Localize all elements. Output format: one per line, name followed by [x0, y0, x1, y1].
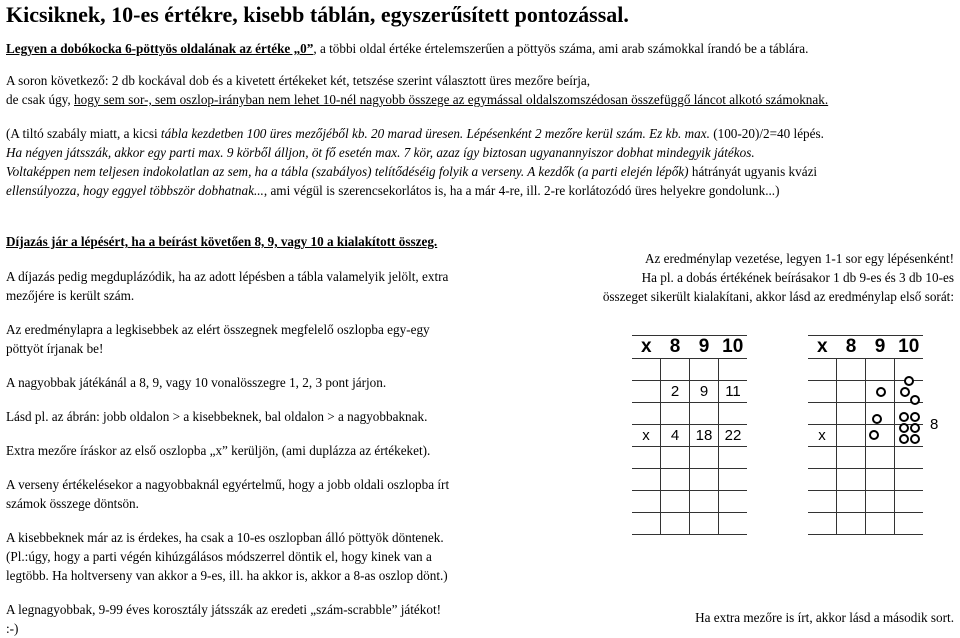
- intro-bold-rule: Legyen a dobókocka 6-pöttyös oldalának az értéke „0”: [6, 41, 314, 56]
- right-r2: Ha pl. a dobás értékének beírásakor 1 db 9-es és 3 db 10-es: [641, 270, 954, 285]
- table-row: [632, 447, 747, 469]
- table-cell: [895, 491, 924, 513]
- right-bottom: Ha extra mezőre is írt, akkor lásd a második sort.: [695, 610, 954, 625]
- table-cell: [661, 403, 690, 425]
- table-cell: [895, 381, 924, 403]
- table-cell: [837, 359, 866, 381]
- table-cell: 11: [719, 381, 748, 403]
- rules-line-2: Ha négyen játsszák, akkor egy parti max. 9 körből álljon, öt fő esetén max. 7 kör, azaz így biztosan ugyanannyiszor dobhat mindegyik játékos.: [6, 145, 755, 160]
- dot-icon: [910, 434, 920, 444]
- table-cell: [895, 447, 924, 469]
- dot-icon: [876, 387, 886, 397]
- left-g2: (Pl.:úgy, hogy a parti végén kihúzgálásos módszerrel döntik el, hogy kinek van a: [6, 549, 432, 564]
- dot-group: [896, 382, 922, 402]
- table-cell: 2: [661, 381, 690, 403]
- table-cell: 22: [719, 425, 748, 447]
- table-cell: [866, 469, 895, 491]
- table-cell: [632, 381, 661, 403]
- rules-line-1-a: (A tiltó szabály miatt, a kicsi: [6, 126, 161, 141]
- table-cell: [632, 447, 661, 469]
- table-cell: [837, 513, 866, 535]
- intro-line-2: A soron következő: 2 db kockával dob és a kivetett értékeket két, tetszése szerint választott üres mezőre beírja,: [6, 73, 591, 88]
- table-cell: x: [632, 336, 661, 359]
- dot-icon: [910, 412, 920, 422]
- table-cell: 9: [866, 336, 895, 359]
- left-c: A nagyobbak játékánál a 8, 9, vagy 10 vonalösszegre 1, 2, 3 pont járjon.: [6, 375, 387, 390]
- table-row: [808, 469, 923, 491]
- left-e: Extra mezőre íráskor az első oszlopba „x” kerüljön, (ami duplázza az értékeket).: [6, 443, 431, 458]
- dot-icon: [910, 395, 920, 405]
- table-row: [808, 425, 923, 447]
- rules-line-4-a: ellensúlyozza, hogy eggyel többször dobhatnak...: [6, 183, 264, 198]
- dot-icon: [869, 430, 879, 440]
- table-cell: [661, 513, 690, 535]
- table-cell: 10: [895, 336, 924, 359]
- intro-line-3-underlined: hogy sem sor-, sem oszlop-irányban nem lehet 10-nél nagyobb összege az egymással oldalszomszédosan összefüggő láncot alkotó számoknak.: [74, 92, 829, 107]
- table-row: [808, 491, 923, 513]
- table-cell: [690, 491, 719, 513]
- table-cell: [866, 359, 895, 381]
- table-row: [808, 447, 923, 469]
- table-cell: [719, 447, 748, 469]
- extra-row-value: 8: [930, 416, 939, 433]
- table-cell: [837, 469, 866, 491]
- table-row: [632, 469, 747, 491]
- table-row: [808, 381, 923, 403]
- table-cell: [690, 447, 719, 469]
- intro-line-3-pre: de csak úgy,: [6, 92, 74, 107]
- table-cell: 10: [719, 336, 748, 359]
- table-row: [632, 403, 747, 425]
- table-cell: [837, 381, 866, 403]
- table-cell: [866, 425, 895, 447]
- dot-group: [867, 382, 893, 402]
- table-cell: [866, 513, 895, 535]
- table-row: [632, 425, 747, 447]
- table-row: [808, 336, 923, 359]
- table-cell: [661, 491, 690, 513]
- table-cell: [895, 425, 924, 447]
- table-cell: [895, 469, 924, 491]
- table-cell: [808, 469, 837, 491]
- table-cell: 8: [661, 336, 690, 359]
- table-row: [632, 381, 747, 403]
- table-cell: [690, 359, 719, 381]
- table-cell: x: [808, 336, 837, 359]
- rules-line-1: [6, 125, 824, 143]
- table-cell: x: [632, 425, 661, 447]
- right-r3: összeget sikerült kialakítani, akkor lásd az eredménylap első sorát:: [602, 289, 954, 304]
- table-cell: [690, 469, 719, 491]
- table-cell: 8: [837, 336, 866, 359]
- table-cell: [719, 513, 748, 535]
- score-table-older: [632, 335, 747, 535]
- table-cell: [837, 447, 866, 469]
- table-row: [632, 491, 747, 513]
- prize-heading: Díjazás jár a lépésért, ha a beírást követően 8, 9, vagy 10 a kialakított összeg.: [6, 234, 438, 249]
- rules-line-4: [6, 182, 779, 200]
- table-cell: [808, 491, 837, 513]
- rules-line-4-b: , ami végül is szerencsekorlátos is, ha a már 4-re, ill. 2-re korlátozódó üres helyekre gondolunk...): [263, 183, 780, 198]
- table-cell: 4: [661, 425, 690, 447]
- table-cell: 9: [690, 336, 719, 359]
- table-cell: 9: [690, 381, 719, 403]
- table-row: [632, 359, 747, 381]
- table-cell: [719, 403, 748, 425]
- table-cell: [661, 469, 690, 491]
- table-cell: [837, 491, 866, 513]
- dot-icon: [900, 387, 910, 397]
- dot-group: [867, 426, 893, 446]
- dot-icon: [899, 412, 909, 422]
- table-row: [808, 513, 923, 535]
- table-cell: [895, 513, 924, 535]
- table-cell: [632, 469, 661, 491]
- table-cell: [719, 491, 748, 513]
- left-h2: :-): [6, 621, 19, 636]
- dot-icon: [872, 414, 882, 424]
- table-cell: [632, 403, 661, 425]
- table-cell: [690, 513, 719, 535]
- left-f1: A verseny értékelésekor a nagyobbaknál egyértelmű, hogy a jobb oldali oszlopba írt: [6, 477, 450, 492]
- table-cell: [808, 513, 837, 535]
- page-title: Kicsiknek, 10-es értékre, kisebb táblán, egyszerűsített pontozással.: [6, 2, 629, 27]
- rules-line-3-a: Voltaképpen nem teljesen indokolatlan az sem, ha a tábla (szabályos) telítődéséig folyik a verseny. A kezdők (a parti elején lépők): [6, 164, 689, 179]
- left-h1: A legnagyobbak, 9-99 éves korosztály játsszák az eredeti „szám-scrabble” játékot!: [6, 602, 442, 617]
- table-cell: [808, 359, 837, 381]
- table-cell: [837, 403, 866, 425]
- table-cell: [808, 403, 837, 425]
- table-cell: x: [808, 425, 837, 447]
- table-cell: [808, 381, 837, 403]
- table-cell: [632, 491, 661, 513]
- table-cell: [866, 381, 895, 403]
- left-f2: számok összege döntsön.: [6, 496, 139, 511]
- table-cell: 18: [690, 425, 719, 447]
- left-b1: Az eredménylapra a legkisebbek az elért összegnek megfelelő oszlopba egy-egy: [6, 322, 430, 337]
- table-cell: [808, 447, 837, 469]
- intro-line-3: [6, 91, 828, 109]
- left-a1: A díjazás pedig megduplázódik, ha az adott lépésben a tábla valamelyik jelölt, extra: [6, 269, 449, 284]
- dot-icon: [910, 423, 920, 433]
- dot-icon: [904, 376, 914, 386]
- rules-line-1-c: (100-20)/2=40 lépés.: [709, 126, 824, 141]
- dot-icon: [899, 434, 909, 444]
- dot-group: [896, 426, 922, 446]
- left-g1: A kisebbeknek már az is érdekes, ha csak a 10-es oszlopban álló pöttyök döntenek.: [6, 530, 444, 545]
- table-cell: [866, 491, 895, 513]
- table-cell: [661, 359, 690, 381]
- table-cell: [719, 469, 748, 491]
- table-cell: [866, 447, 895, 469]
- table-cell: [632, 359, 661, 381]
- intro-rest: , a többi oldal értéke értelemszerűen a pöttyös száma, ami arab számokkal írandó be a táblára.: [313, 41, 809, 56]
- dot-icon: [899, 423, 909, 433]
- left-d: Lásd pl. az ábrán: jobb oldalon > a kisebbeknek, bal oldalon > a nagyobbaknak.: [6, 409, 428, 424]
- rules-line-1-b: tábla kezdetben 100 üres mezőjéből kb. 20 marad üresen. Lépésenként 2 mezőre kerül szám. Ez kb. max.: [160, 126, 710, 141]
- table-row: [632, 513, 747, 535]
- right-r1: Az eredménylap vezetése, legyen 1-1 sor egy lépésenként!: [644, 251, 954, 266]
- left-g3: legtöbb. Ha holtverseny van akkor a 9-es, ill. ha akkor is, akkor a 8-as oszlop dönt.): [6, 568, 448, 583]
- table-cell: [632, 513, 661, 535]
- table-cell: [837, 425, 866, 447]
- left-a2: mezőjére is került szám.: [6, 288, 135, 303]
- left-b2: pöttyöt írjanak be!: [6, 341, 104, 356]
- table-cell: [719, 359, 748, 381]
- table-cell: [690, 403, 719, 425]
- intro-line-1: [6, 40, 808, 58]
- score-table-younger: [808, 335, 923, 535]
- table-row: [632, 336, 747, 359]
- table-cell: [661, 447, 690, 469]
- rules-line-3: [6, 163, 817, 181]
- rules-line-3-b: hátrányát ugyanis kvázi: [688, 164, 818, 179]
